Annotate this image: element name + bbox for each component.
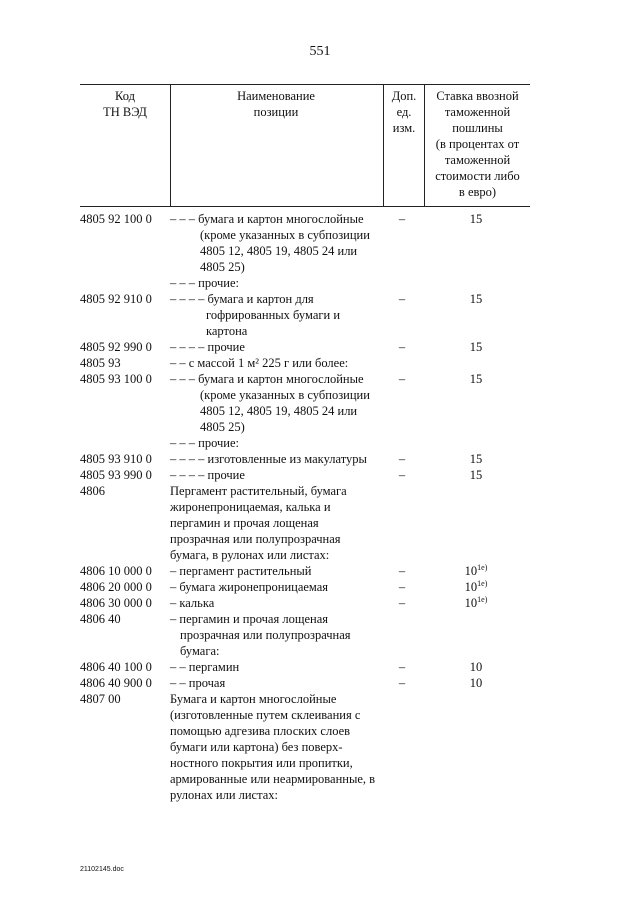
additional-unit: – [398, 372, 406, 386]
position-name [170, 691, 382, 803]
tn-ved-code: 4807 00 [80, 692, 121, 706]
table-row [80, 563, 530, 579]
rate-line: таможенной [444, 153, 511, 167]
table-row [80, 211, 530, 275]
position-name-line: 4805 12, 4805 19, 4805 24 или [200, 244, 358, 258]
position-name-line: картона [206, 324, 248, 338]
position-name [170, 579, 382, 595]
duty-rate-value: 10 [464, 596, 478, 610]
header-code [80, 88, 170, 120]
position-name-line: пергамин и прочая лощеная [170, 516, 319, 530]
table-row [80, 483, 530, 563]
table-row [80, 467, 530, 483]
unit-line: Доп. [391, 89, 417, 103]
table-row [80, 291, 530, 339]
position-name-line: (кроме указанных в субпозиции [200, 388, 370, 402]
position-name-line: (кроме указанных в субпозиции [200, 228, 370, 242]
header-rate [425, 88, 530, 200]
table-row [80, 355, 530, 371]
duty-rate [422, 659, 530, 675]
position-name-line: – пергамин и прочая лощеная [170, 612, 328, 626]
tn-ved-code [80, 275, 170, 291]
duty-rate [422, 595, 530, 611]
position-name [170, 371, 382, 435]
duty-rate-value: 10 [464, 580, 478, 594]
position-name-line: бумага: [180, 644, 220, 658]
position-name [170, 659, 382, 675]
position-name-line: прозрачная или полупрозрачная [180, 628, 351, 642]
additional-unit: – [398, 596, 406, 610]
tn-ved-code: 4806 20 000 0 [80, 580, 152, 594]
position-name-line: бумаги или картона) без поверх- [170, 740, 343, 754]
position-name-line: гофрированных бумаги и [206, 308, 341, 322]
tn-ved-code: 4805 93 100 0 [80, 372, 152, 386]
duty-rate [422, 611, 530, 659]
position-name-line: помощью адгезива плоских слоев [170, 724, 351, 738]
duty-rate [422, 275, 530, 291]
tn-ved-code: 4805 92 990 0 [80, 340, 152, 354]
position-name-line: – – – бумага и картон многослойные [170, 212, 364, 226]
header-name [170, 88, 382, 120]
tn-ved-code: 4806 [80, 484, 105, 498]
table-row [80, 691, 530, 803]
duty-rate [422, 483, 530, 563]
rate-line: Ставка ввозной [436, 89, 519, 103]
position-name [170, 355, 382, 371]
duty-rate [422, 355, 530, 371]
duty-rate [422, 451, 530, 467]
name-line: позиции [253, 105, 299, 119]
position-name-line: жиронепроницаемая, калька и [170, 500, 331, 514]
table-row [80, 451, 530, 467]
position-name-line: Пергамент растительный, бумага [170, 484, 347, 498]
position-name-line: – – – прочие: [170, 276, 239, 290]
position-name-line: 4805 12, 4805 19, 4805 24 или [200, 404, 358, 418]
duty-rate-value: 15 [469, 468, 483, 482]
additional-unit: – [398, 660, 406, 674]
position-name [170, 435, 382, 451]
unit-line: ед. [396, 105, 412, 119]
name-line: Наименование [237, 89, 315, 103]
tn-ved-code: 4805 93 990 0 [80, 468, 152, 482]
duty-rate-value: 15 [469, 212, 483, 226]
rate-line: стоимости либо [435, 169, 520, 183]
position-name-line: – – прочая [170, 676, 226, 690]
tariff-table [80, 84, 530, 803]
position-name-line: – пергамент растительный [170, 564, 312, 578]
position-name-line: – – – прочие: [170, 436, 239, 450]
duty-rate [422, 691, 530, 803]
position-name-line: ностного покрытия или пропитки, [170, 756, 353, 770]
additional-unit [382, 275, 422, 291]
position-name-line: (изготовленные путем склеивания с [170, 708, 361, 722]
unit-line: изм. [392, 121, 416, 135]
additional-unit: – [398, 212, 406, 226]
rate-line: пошлины [452, 121, 503, 135]
additional-unit: – [398, 468, 406, 482]
duty-rate-value: 15 [469, 340, 483, 354]
additional-unit: – [398, 676, 406, 690]
position-name [170, 211, 382, 275]
additional-unit [382, 355, 422, 371]
position-name-line: – – с массой 1 м² 225 г или более: [170, 356, 349, 370]
duty-rate [422, 211, 530, 275]
duty-rate [422, 291, 530, 339]
position-name-line: – – пергамин [170, 660, 240, 674]
tn-ved-code: 4805 92 910 0 [80, 292, 152, 306]
tn-ved-code: 4806 10 000 0 [80, 564, 152, 578]
position-name-line: – – – – прочие [170, 340, 245, 354]
code-line: Код [115, 89, 135, 103]
position-name [170, 563, 382, 579]
duty-rate [422, 435, 530, 451]
duty-rate-value: 15 [469, 292, 483, 306]
additional-unit: – [398, 564, 406, 578]
position-name-line: – бумага жиронепроницаемая [170, 580, 329, 594]
additional-unit: – [398, 292, 406, 306]
tn-ved-code: 4805 93 [80, 356, 121, 370]
position-name [170, 275, 382, 291]
duty-rate [422, 339, 530, 355]
duty-rate-footnote: 1е) [477, 594, 488, 604]
additional-unit [382, 691, 422, 803]
additional-unit [382, 611, 422, 659]
additional-unit [382, 483, 422, 563]
duty-rate [422, 467, 530, 483]
position-name-line: 4805 25) [200, 420, 245, 434]
position-name-line: – калька [170, 596, 215, 610]
table-row [80, 435, 530, 451]
additional-unit: – [398, 452, 406, 466]
table-row [80, 339, 530, 355]
position-name [170, 675, 382, 691]
position-name-line: прозрачная или полупрозрачная [170, 532, 341, 546]
table-row [80, 659, 530, 675]
duty-rate [422, 675, 530, 691]
duty-rate-value: 15 [469, 452, 483, 466]
table-row [80, 579, 530, 595]
footer-filename: 21102145.doc [80, 866, 124, 873]
duty-rate [422, 371, 530, 435]
table-row [80, 611, 530, 659]
position-name-line: армированные или неармированные, в [170, 772, 376, 786]
header-unit [385, 88, 423, 136]
position-name-line: бумага, в рулонах или листах: [170, 548, 330, 562]
position-name-line: – – – бумага и картон многослойные [170, 372, 364, 386]
table-row [80, 371, 530, 435]
tn-ved-code: 4805 93 910 0 [80, 452, 152, 466]
duty-rate [422, 563, 530, 579]
position-name [170, 339, 382, 355]
column-divider [383, 85, 384, 206]
duty-rate-value: 10 [464, 564, 478, 578]
position-name [170, 611, 382, 659]
code-line: ТН ВЭД [103, 105, 147, 119]
position-name-line: – – – – изготовленные из макулатуры [170, 452, 367, 466]
position-name-line: Бумага и картон многослойные [170, 692, 337, 706]
tn-ved-code: 4806 40 [80, 612, 121, 626]
additional-unit: – [398, 580, 406, 594]
table-row [80, 275, 530, 291]
duty-rate-footnote: 1е) [477, 578, 488, 588]
rate-line: таможенной [444, 105, 511, 119]
position-name-line: – – – – бумага и картон для [170, 292, 314, 306]
duty-rate-footnote: 1е) [477, 562, 488, 572]
tn-ved-code: 4806 30 000 0 [80, 596, 152, 610]
additional-unit [382, 435, 422, 451]
page-number: 551 [309, 44, 331, 59]
duty-rate-value: 10 [469, 676, 483, 690]
position-name-line: – – – – прочие [170, 468, 245, 482]
position-name [170, 467, 382, 483]
position-name [170, 291, 382, 339]
tn-ved-code: 4806 40 100 0 [80, 660, 152, 674]
additional-unit: – [398, 340, 406, 354]
table-header [80, 84, 530, 207]
table-row [80, 675, 530, 691]
rate-line: в евро) [458, 185, 497, 199]
position-name [170, 483, 382, 563]
position-name-line: 4805 25) [200, 260, 245, 274]
tn-ved-code: 4805 92 100 0 [80, 212, 152, 226]
table-body [80, 211, 530, 803]
position-name [170, 451, 382, 467]
duty-rate [422, 579, 530, 595]
duty-rate-value: 10 [469, 660, 483, 674]
table-row [80, 595, 530, 611]
position-name-line: рулонах или листах: [170, 788, 278, 802]
tn-ved-code: 4806 40 900 0 [80, 676, 152, 690]
duty-rate-value: 15 [469, 372, 483, 386]
position-name [170, 595, 382, 611]
tn-ved-code [80, 435, 170, 451]
rate-line: (в процентах от [435, 137, 520, 151]
